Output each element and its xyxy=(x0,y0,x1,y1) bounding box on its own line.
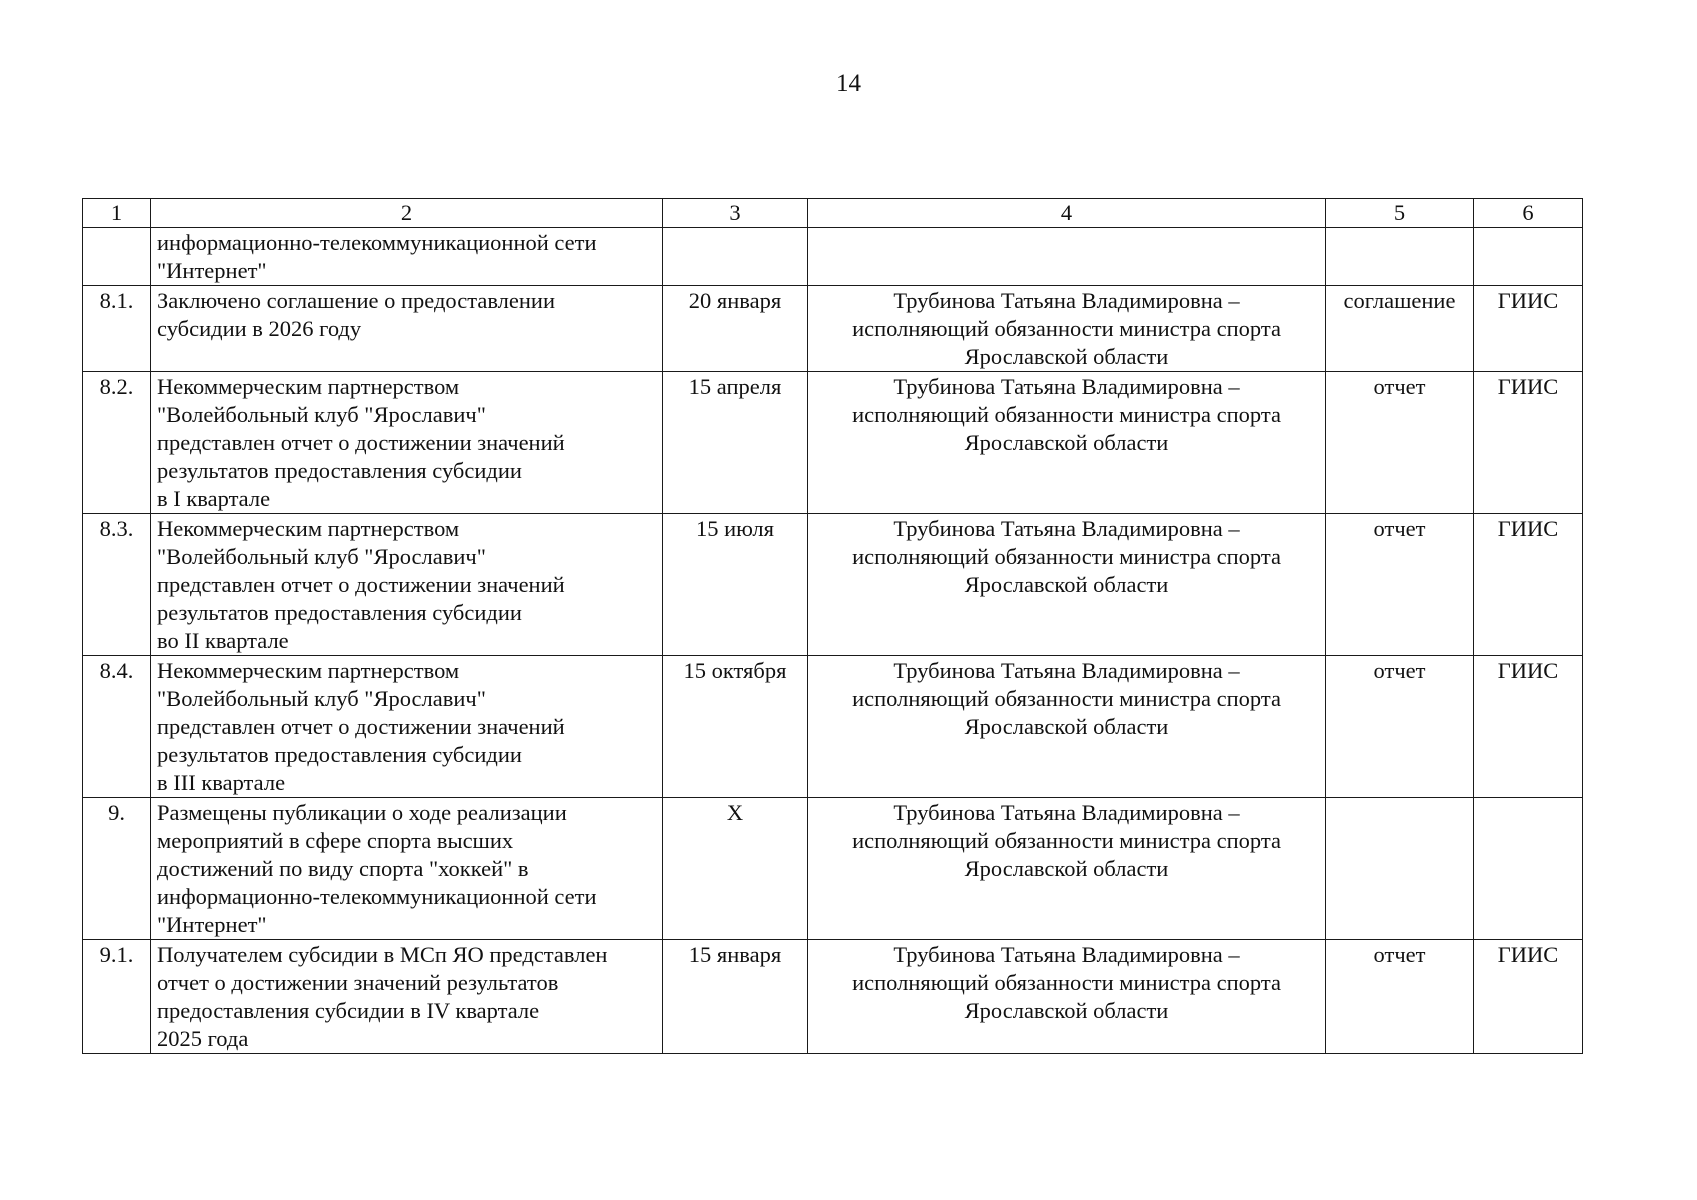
cell-text: Размещены публикации о ходе реализации xyxy=(157,800,567,825)
cell-text: соглашение xyxy=(1343,288,1456,313)
cell-text: ГИИС xyxy=(1497,288,1559,313)
cell-text: Трубинова Татьяна Владимировна – xyxy=(893,374,1240,399)
responsible-cell xyxy=(808,940,1326,1054)
responsible-cell xyxy=(808,286,1326,372)
column-header: 6 xyxy=(1474,199,1583,228)
responsible-cell xyxy=(808,798,1326,940)
deadline-cell xyxy=(663,372,808,514)
deadline-cell xyxy=(663,514,808,656)
cell-text: 15 октября xyxy=(683,658,787,683)
cell-text: Заключено соглашение о предоставлении xyxy=(157,288,555,313)
cell-text: 15 апреля xyxy=(688,374,782,399)
cell-text: ГИИС xyxy=(1497,516,1559,541)
cell-text: в III квартале xyxy=(157,770,286,795)
cell-text: Некоммерческим партнерством xyxy=(157,374,460,399)
cell-text: ГИИС xyxy=(1497,658,1559,683)
table-row xyxy=(83,656,1583,798)
cell-text: отчет о достижении значений результатов xyxy=(157,970,559,995)
cell-text: субсидии в 2026 году xyxy=(157,316,362,341)
responsible-cell xyxy=(808,228,1326,286)
cell-text: исполняющий обязанности министра спорта xyxy=(852,402,1281,427)
cell-text: мероприятий в сфере спорта высших xyxy=(157,828,514,853)
plan-table xyxy=(82,198,1583,1054)
column-header: 4 xyxy=(808,199,1326,228)
cell-text: Трубинова Татьяна Владимировна – xyxy=(893,288,1240,313)
info-system-cell xyxy=(1474,514,1583,656)
cell-text: Ярославской области xyxy=(964,430,1169,455)
description-cell xyxy=(151,798,663,940)
info-system-cell xyxy=(1474,940,1583,1054)
description-cell xyxy=(151,372,663,514)
cell-text: ГИИС xyxy=(1497,374,1559,399)
cell-text: представлен отчет о достижении значений xyxy=(157,430,565,455)
cell-text: результатов предоставления субсидии xyxy=(157,742,522,767)
info-system-cell xyxy=(1474,372,1583,514)
cell-text: Ярославской области xyxy=(964,572,1169,597)
table-row xyxy=(83,286,1583,372)
cell-text: отчет xyxy=(1373,658,1426,683)
column-header: 1 xyxy=(83,199,151,228)
cell-text: Ярославской области xyxy=(964,998,1169,1023)
cell-text: 15 июля xyxy=(696,516,774,541)
responsible-cell xyxy=(808,656,1326,798)
cell-text: отчет xyxy=(1373,516,1426,541)
cell-text: 2025 года xyxy=(157,1026,249,1051)
cell-text: исполняющий обязанности министра спорта xyxy=(852,544,1281,569)
deadline-cell xyxy=(663,656,808,798)
table-row xyxy=(83,798,1583,940)
cell-text: 15 января xyxy=(688,942,782,967)
cell-text: ГИИС xyxy=(1497,942,1559,967)
row-number-cell xyxy=(83,514,151,656)
cell-text: Ярославской области xyxy=(964,856,1169,881)
cell-text: Ярославской области xyxy=(964,714,1169,739)
cell-text: "Интернет" xyxy=(157,912,267,937)
table-row xyxy=(83,514,1583,656)
cell-text: исполняющий обязанности министра спорта xyxy=(852,970,1281,995)
deadline-cell xyxy=(663,940,808,1054)
cell-text: Трубинова Татьяна Владимировна – xyxy=(893,658,1240,683)
cell-text: 9. xyxy=(108,800,125,825)
deadline-cell xyxy=(663,798,808,940)
info-system-cell xyxy=(1474,656,1583,798)
cell-text: отчет xyxy=(1373,374,1426,399)
cell-text: 20 января xyxy=(688,288,782,313)
cell-text: Получателем субсидии в МСп ЯО представлен xyxy=(157,942,608,967)
cell-text: "Интернет" xyxy=(157,258,267,283)
document-type-cell xyxy=(1326,798,1474,940)
cell-text: Трубинова Татьяна Владимировна – xyxy=(893,516,1240,541)
cell-text: 8.2. xyxy=(99,374,134,399)
row-number-cell xyxy=(83,798,151,940)
table-row xyxy=(83,940,1583,1054)
cell-text: исполняющий обязанности министра спорта xyxy=(852,686,1281,711)
document-type-cell xyxy=(1326,286,1474,372)
column-header: 5 xyxy=(1326,199,1474,228)
cell-text: информационно-телекоммуникационной сети xyxy=(157,230,597,255)
cell-text: исполняющий обязанности министра спорта xyxy=(852,828,1281,853)
document-type-cell xyxy=(1326,940,1474,1054)
document-type-cell xyxy=(1326,228,1474,286)
column-header: 2 xyxy=(151,199,663,228)
cell-text: Трубинова Татьяна Владимировна – xyxy=(893,800,1240,825)
description-cell xyxy=(151,514,663,656)
row-number-cell xyxy=(83,286,151,372)
description-cell xyxy=(151,286,663,372)
description-cell xyxy=(151,656,663,798)
cell-text: достижений по виду спорта "хоккей" в xyxy=(157,856,529,881)
info-system-cell xyxy=(1474,798,1583,940)
cell-text: 8.1. xyxy=(99,288,134,313)
cell-text: Некоммерческим партнерством xyxy=(157,658,460,683)
description-cell xyxy=(151,228,663,286)
cell-text: во II квартале xyxy=(157,628,289,653)
cell-text: представлен отчет о достижении значений xyxy=(157,714,565,739)
deadline-cell xyxy=(663,228,808,286)
cell-text: результатов предоставления субсидии xyxy=(157,600,522,625)
table-row xyxy=(83,372,1583,514)
cell-text: Трубинова Татьяна Владимировна – xyxy=(893,942,1240,967)
responsible-cell xyxy=(808,514,1326,656)
cell-text: "Волейбольный клуб "Ярославич" xyxy=(157,544,486,569)
row-number-cell xyxy=(83,656,151,798)
cell-text: результатов предоставления субсидии xyxy=(157,458,522,483)
cell-text: предоставления субсидии в IV квартале xyxy=(157,998,540,1023)
cell-text: "Волейбольный клуб "Ярославич" xyxy=(157,686,486,711)
description-cell xyxy=(151,940,663,1054)
info-system-cell xyxy=(1474,286,1583,372)
deadline-cell xyxy=(663,286,808,372)
row-number-cell xyxy=(83,228,151,286)
document-type-cell xyxy=(1326,514,1474,656)
info-system-cell xyxy=(1474,228,1583,286)
row-number-cell xyxy=(83,940,151,1054)
row-number-cell xyxy=(83,372,151,514)
cell-text: 9.1. xyxy=(99,942,134,967)
cell-text: 8.3. xyxy=(99,516,134,541)
cell-text: представлен отчет о достижении значений xyxy=(157,572,565,597)
cell-text: Ярославской области xyxy=(964,344,1169,369)
table-header-row xyxy=(83,199,1583,228)
page-number: 14 xyxy=(836,70,861,97)
cell-text: отчет xyxy=(1373,942,1426,967)
cell-text: в I квартале xyxy=(157,486,271,511)
cell-text: исполняющий обязанности министра спорта xyxy=(852,316,1281,341)
responsible-cell xyxy=(808,372,1326,514)
document-type-cell xyxy=(1326,372,1474,514)
cell-text: Х xyxy=(726,800,744,825)
cell-text: 8.4. xyxy=(99,658,134,683)
cell-text: информационно-телекоммуникационной сети xyxy=(157,884,597,909)
table-row xyxy=(83,228,1583,286)
cell-text: "Волейбольный клуб "Ярославич" xyxy=(157,402,486,427)
cell-text: Некоммерческим партнерством xyxy=(157,516,460,541)
column-header: 3 xyxy=(663,199,808,228)
document-type-cell xyxy=(1326,656,1474,798)
